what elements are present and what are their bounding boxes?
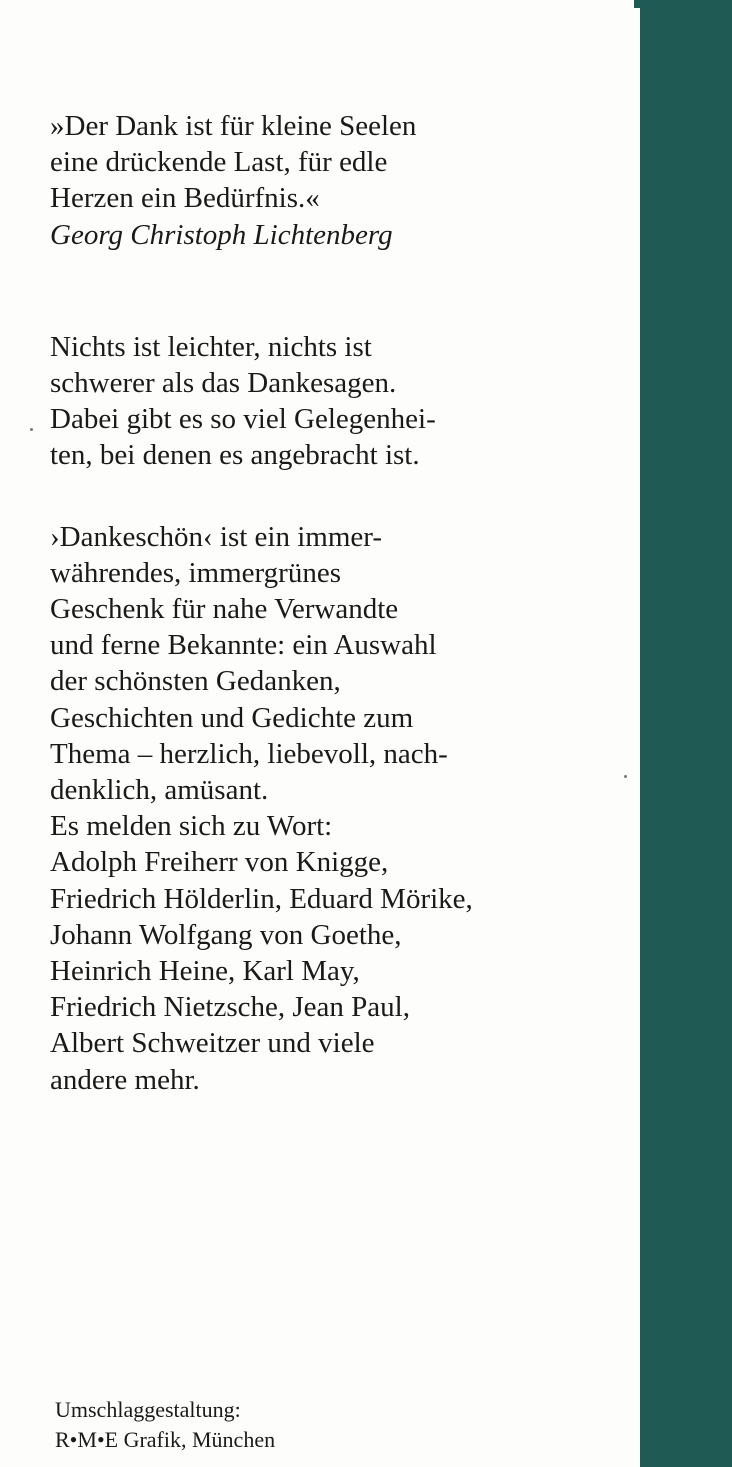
- paragraph-line: der schönsten Gedanken,: [50, 665, 341, 698]
- paragraph-line: denklich, amüsant.: [50, 774, 269, 807]
- quote-author: Georg Christoph Lichtenberg: [50, 218, 393, 251]
- intro-paragraph: [50, 329, 610, 474]
- paragraph-line: Nichts ist leichter, nichts ist: [50, 330, 372, 363]
- credits-label: Umschlaggestaltung:: [55, 1397, 241, 1422]
- quote-line: eine drückende Last, für edle: [50, 146, 388, 179]
- paragraph-line: Adolph Freiherr von Knigge,: [50, 846, 389, 879]
- paragraph-line: ›Dankeschön‹ ist ein immer-: [50, 520, 383, 553]
- quote-line: »Der Dank ist für kleine Seelen: [50, 110, 417, 142]
- cover-design-credits: [55, 1395, 275, 1455]
- paragraph-line: und ferne Bekannte: ein Auswahl: [50, 629, 437, 662]
- paragraph-line: Geschichten und Gedichte zum: [50, 701, 414, 734]
- paragraph-line: andere mehr.: [50, 1063, 200, 1096]
- paragraph-line: Heinrich Heine, Karl May,: [50, 955, 360, 988]
- paper-speck: [30, 428, 33, 431]
- paragraph-line: Thema – herzlich, liebevoll, nach-: [50, 737, 448, 770]
- paragraph-line: Es melden sich zu Wort:: [50, 810, 333, 843]
- paragraph-line: währendes, immergrünes: [50, 556, 341, 589]
- paragraph-line: Friedrich Nietzsche, Jean Paul,: [50, 991, 410, 1024]
- paragraph-line: Albert Schweitzer und viele: [50, 1027, 375, 1060]
- paragraph-line: Geschenk für nahe Verwandte: [50, 593, 399, 626]
- description-paragraph: [50, 519, 610, 1098]
- paragraph-line: Johann Wolfgang von Goethe,: [50, 918, 402, 951]
- quote-line: Herzen ein Bedürfnis.«: [50, 182, 320, 215]
- quote-block: [50, 108, 610, 253]
- credits-value: R•M•E Grafik, München: [55, 1427, 276, 1452]
- cover-spine-strip: [640, 0, 732, 1467]
- blurb-text: [50, 108, 610, 1098]
- paper-speck: [624, 775, 627, 778]
- paragraph-line: Dabei gibt es so viel Gelegenhei-: [50, 403, 436, 436]
- cover-spine-top-edge: [634, 0, 732, 8]
- paragraph-line: ten, bei denen es angebracht ist.: [50, 439, 420, 472]
- paragraph-line: schwerer als das Dankesagen.: [50, 367, 397, 400]
- paragraph-line: Friedrich Hölderlin, Eduard Mörike,: [50, 882, 473, 915]
